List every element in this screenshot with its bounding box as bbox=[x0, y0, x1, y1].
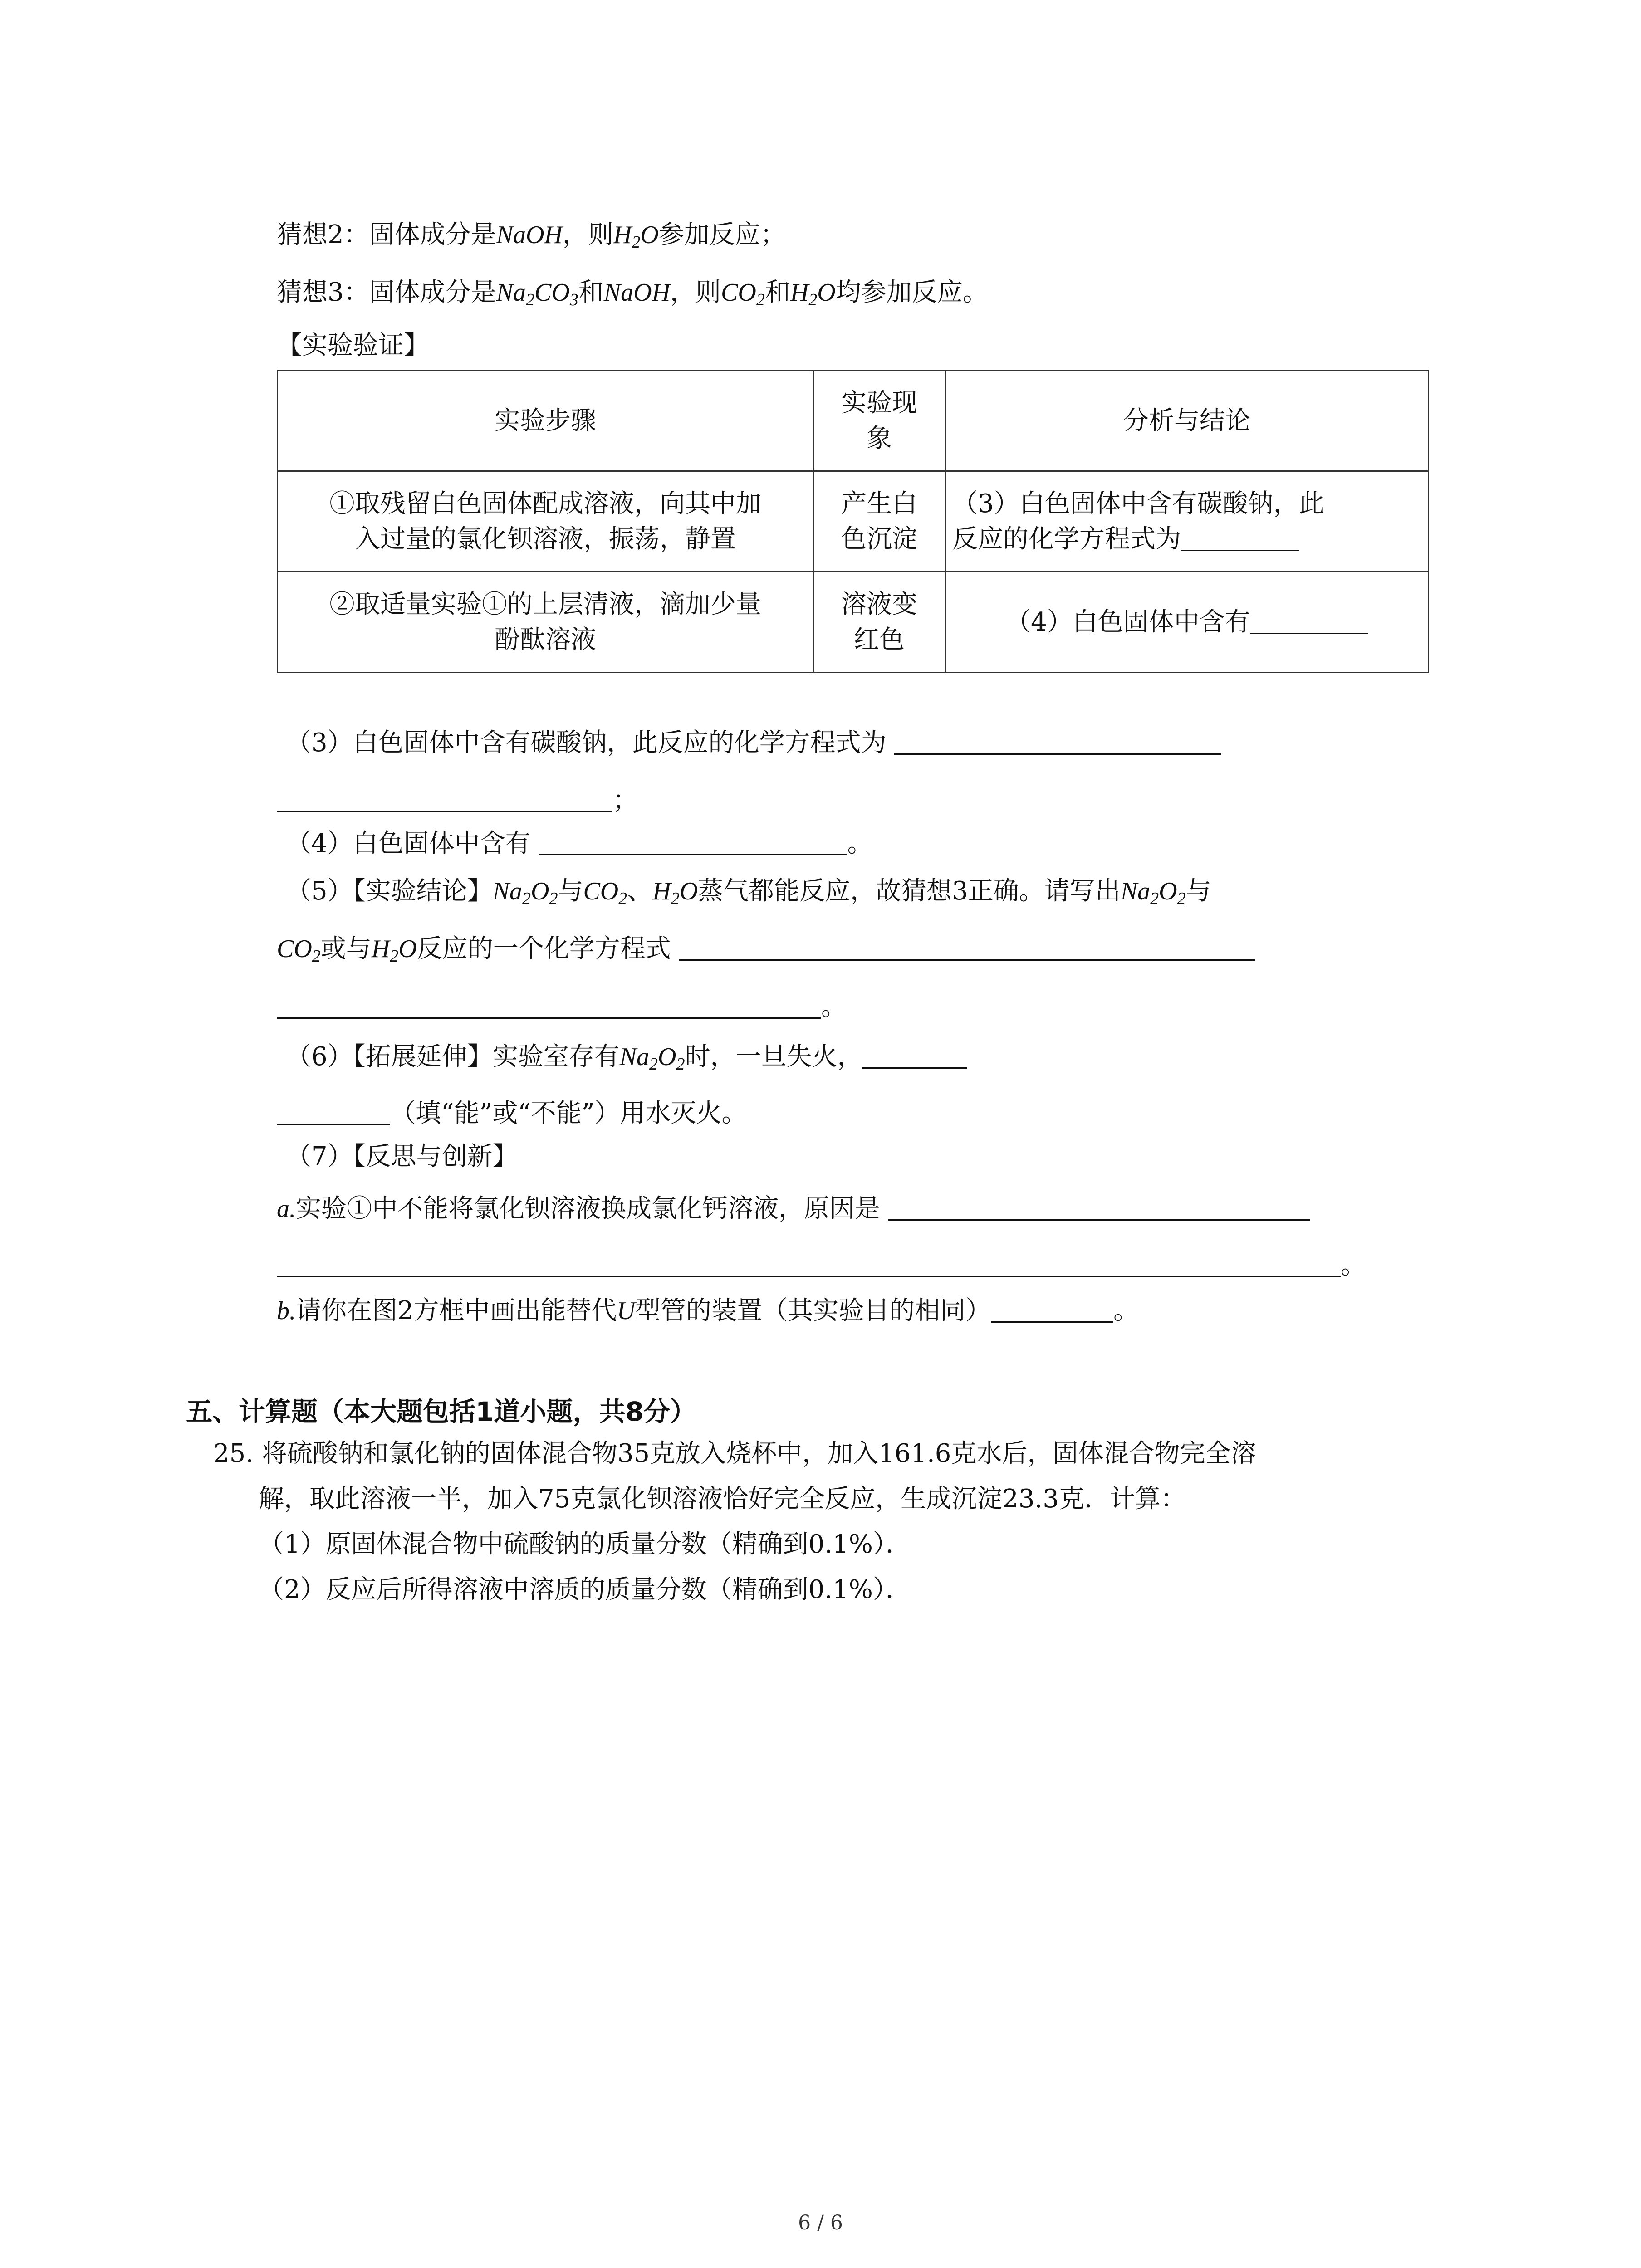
table-header: 分析与结论 bbox=[945, 371, 1429, 471]
answer-blank[interactable] bbox=[277, 786, 612, 812]
answer-blank[interactable] bbox=[862, 1042, 967, 1069]
answer-blank[interactable] bbox=[991, 1296, 1113, 1323]
conjecture-3: 猜想3：固体成分是$Na_2CO_3$和NaOH，则$CO_2$和$H_2O$均参加反应。 bbox=[277, 278, 988, 309]
answer-blank[interactable] bbox=[277, 1099, 390, 1125]
table-cell-conclusion-4: （4）白色固体中含有 bbox=[945, 572, 1429, 673]
question-25-line3: （1）原固体混合物中硫酸钠的质量分数（精确到0.1%）． bbox=[259, 1530, 911, 1559]
question-6: （6）【拓展延伸】实验室存有$Na_2O_2$时，一旦失火， bbox=[286, 1039, 967, 1075]
question-6-cont: （填“能”或“不能”）用水灭火。 bbox=[277, 1095, 747, 1132]
answer-blank[interactable] bbox=[277, 992, 821, 1019]
answer-blank[interactable] bbox=[894, 728, 1221, 755]
question-4: （4）白色固体中含有 。 bbox=[286, 829, 873, 858]
answer-blank[interactable] bbox=[277, 1251, 1341, 1277]
question-3: （3）白色固体中含有碳酸钠，此反应的化学方程式为 bbox=[286, 725, 1221, 761]
question-5: （5）【实验结论】$Na_2O_2$与$CO_2$、$H_2O$蒸气都能反应，故猜想3正确。请写出$Na_2O_2$与 bbox=[286, 876, 1211, 908]
table-header: 实验步骤 bbox=[278, 371, 813, 471]
question-3-cont: ； bbox=[277, 782, 638, 819]
table-header: 实验现 象 bbox=[813, 371, 945, 471]
answer-blank[interactable] bbox=[1181, 524, 1299, 551]
table-cell-conclusion-3: （3）白色固体中含有碳酸钠，此 反应的化学方程式为 bbox=[945, 471, 1429, 572]
question-5-cont2: 。 bbox=[277, 989, 847, 1025]
question-25-line2: 解，取此溶液一半，加入75克氯化钡溶液恰好完全反应，生成沉淀23.3克．计算： bbox=[259, 1484, 1186, 1514]
question-7a-cont: 。 bbox=[277, 1247, 1366, 1284]
question-7a: a.实验①中不能将氯化钡溶液换成氯化钙溶液，原因是 bbox=[277, 1191, 1310, 1227]
question-25-line1: 25. 将硫酸钠和氯化钠的固体混合物35克放入烧杯中，加入161.6克水后，固体混合物完全溶 bbox=[213, 1439, 1256, 1468]
section-title: 五、计算题（本大题包括1道小题，共8分） bbox=[186, 1396, 696, 1427]
question-5-cont: $CO_2$或与$H_2O$反应的一个化学方程式 bbox=[277, 931, 1255, 967]
answer-blank[interactable] bbox=[679, 934, 1255, 961]
experiment-table bbox=[277, 370, 1429, 673]
verify-title: 【实验验证】 bbox=[277, 331, 429, 360]
table-cell: 产生白 色沉淀 bbox=[813, 471, 945, 572]
question-7-title: （7）【反思与创新】 bbox=[286, 1142, 518, 1171]
answer-blank[interactable] bbox=[1250, 607, 1368, 634]
table-cell: ②取适量实验①的上层清液，滴加少量 酚酞溶液 bbox=[278, 572, 813, 673]
page-number: 6 / 6 bbox=[798, 2211, 843, 2234]
question-7b: b.请你在图2方框中画出能替代U型管的装置（其实验目的相同） 。 bbox=[277, 1296, 1139, 1325]
conjecture-2: 猜想2：固体成分是NaOH，则$H_2O$参加反应； bbox=[277, 220, 786, 252]
answer-blank[interactable] bbox=[888, 1194, 1310, 1221]
answer-blank[interactable] bbox=[539, 829, 847, 855]
table-cell: ①取残留白色固体配成溶液，向其中加 入过量的氯化钡溶液，振荡，静置 bbox=[278, 471, 813, 572]
question-25-line4: （2）反应后所得溶液中溶质的质量分数（精确到0.1%）． bbox=[259, 1575, 911, 1604]
table-cell: 溶液变 红色 bbox=[813, 572, 945, 673]
